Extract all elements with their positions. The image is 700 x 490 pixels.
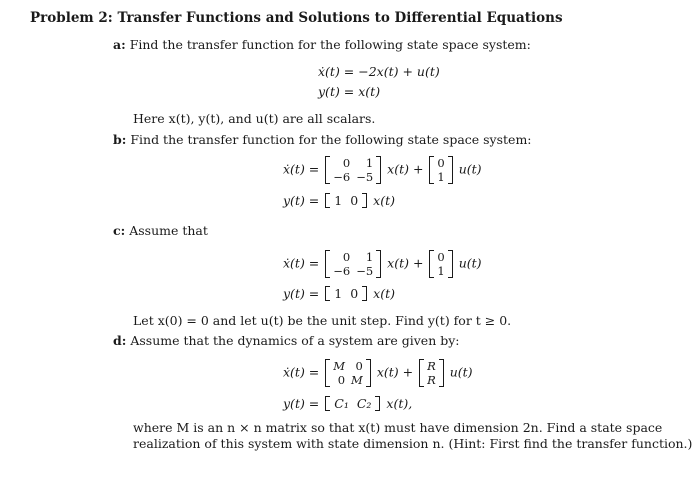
part-a-label: a: [113, 37, 126, 52]
part-c-prompt [113, 223, 208, 238]
part-c-matrix-b: 0 1 [429, 250, 452, 278]
part-d-matrix-c: C₁ C₂ [325, 396, 380, 411]
part-d-matrix-a: M 0 0 M [325, 359, 371, 387]
part-a-note: Here x(t), y(t), and u(t) are all scalars. [133, 111, 376, 126]
part-b-state-equation: ẋ(t) = 0 1 −6 −5 x(t) + 0 1 u(t) [283, 156, 482, 184]
problem-title: Problem 2: Transfer Functions and Solutions to Differential Equations [30, 10, 563, 26]
part-d-question-line2: realization of this system with state dimension n. (Hint: First find the transfer function.) [133, 436, 693, 451]
part-b-output-equation: y(t) = 1 0 x(t) [283, 193, 395, 208]
part-c-label: c: [113, 223, 126, 238]
part-d-question-line1: where M is an n × n matrix so that x(t) must have dimension 2n. Find a state space [133, 420, 663, 435]
part-c-text: Assume that [129, 223, 208, 238]
part-c-matrix-a: 0 1 −6 −5 [325, 250, 381, 278]
part-c-output-equation: y(t) = 1 0 x(t) [283, 286, 395, 301]
part-a-state-equation: ẋ(t) = −2x(t) + u(t) [318, 64, 440, 79]
part-b-matrix-a: 0 1 −6 −5 [325, 156, 381, 184]
part-a-prompt [113, 37, 531, 52]
part-b-matrix-c: 1 0 [325, 193, 367, 208]
part-d-output-equation: y(t) = C₁ C₂ x(t), [283, 396, 413, 411]
part-d-label: d: [113, 333, 127, 348]
part-d-text: Assume that the dynamics of a system are given by: [130, 333, 460, 348]
part-b-prompt [113, 132, 532, 147]
part-b-text: Find the transfer function for the following state space system: [130, 132, 532, 147]
part-d-prompt [113, 333, 460, 348]
part-a-output-equation: y(t) = x(t) [318, 84, 381, 99]
part-c-question: Let x(0) = 0 and let u(t) be the unit step. Find y(t) for t ≥ 0. [133, 313, 512, 328]
part-d-matrix-b: R R [419, 359, 444, 387]
part-c-state-equation: ẋ(t) = 0 1 −6 −5 x(t) + 0 1 u(t) [283, 250, 482, 278]
part-a-text: Find the transfer function for the following state space system: [129, 37, 531, 52]
part-c-matrix-c: 1 0 [325, 286, 367, 301]
part-d-state-equation: ẋ(t) = M 0 0 M x(t) + R R u(t) [283, 359, 473, 387]
part-b-label: b: [113, 132, 127, 147]
part-b-matrix-b: 0 1 [429, 156, 452, 184]
